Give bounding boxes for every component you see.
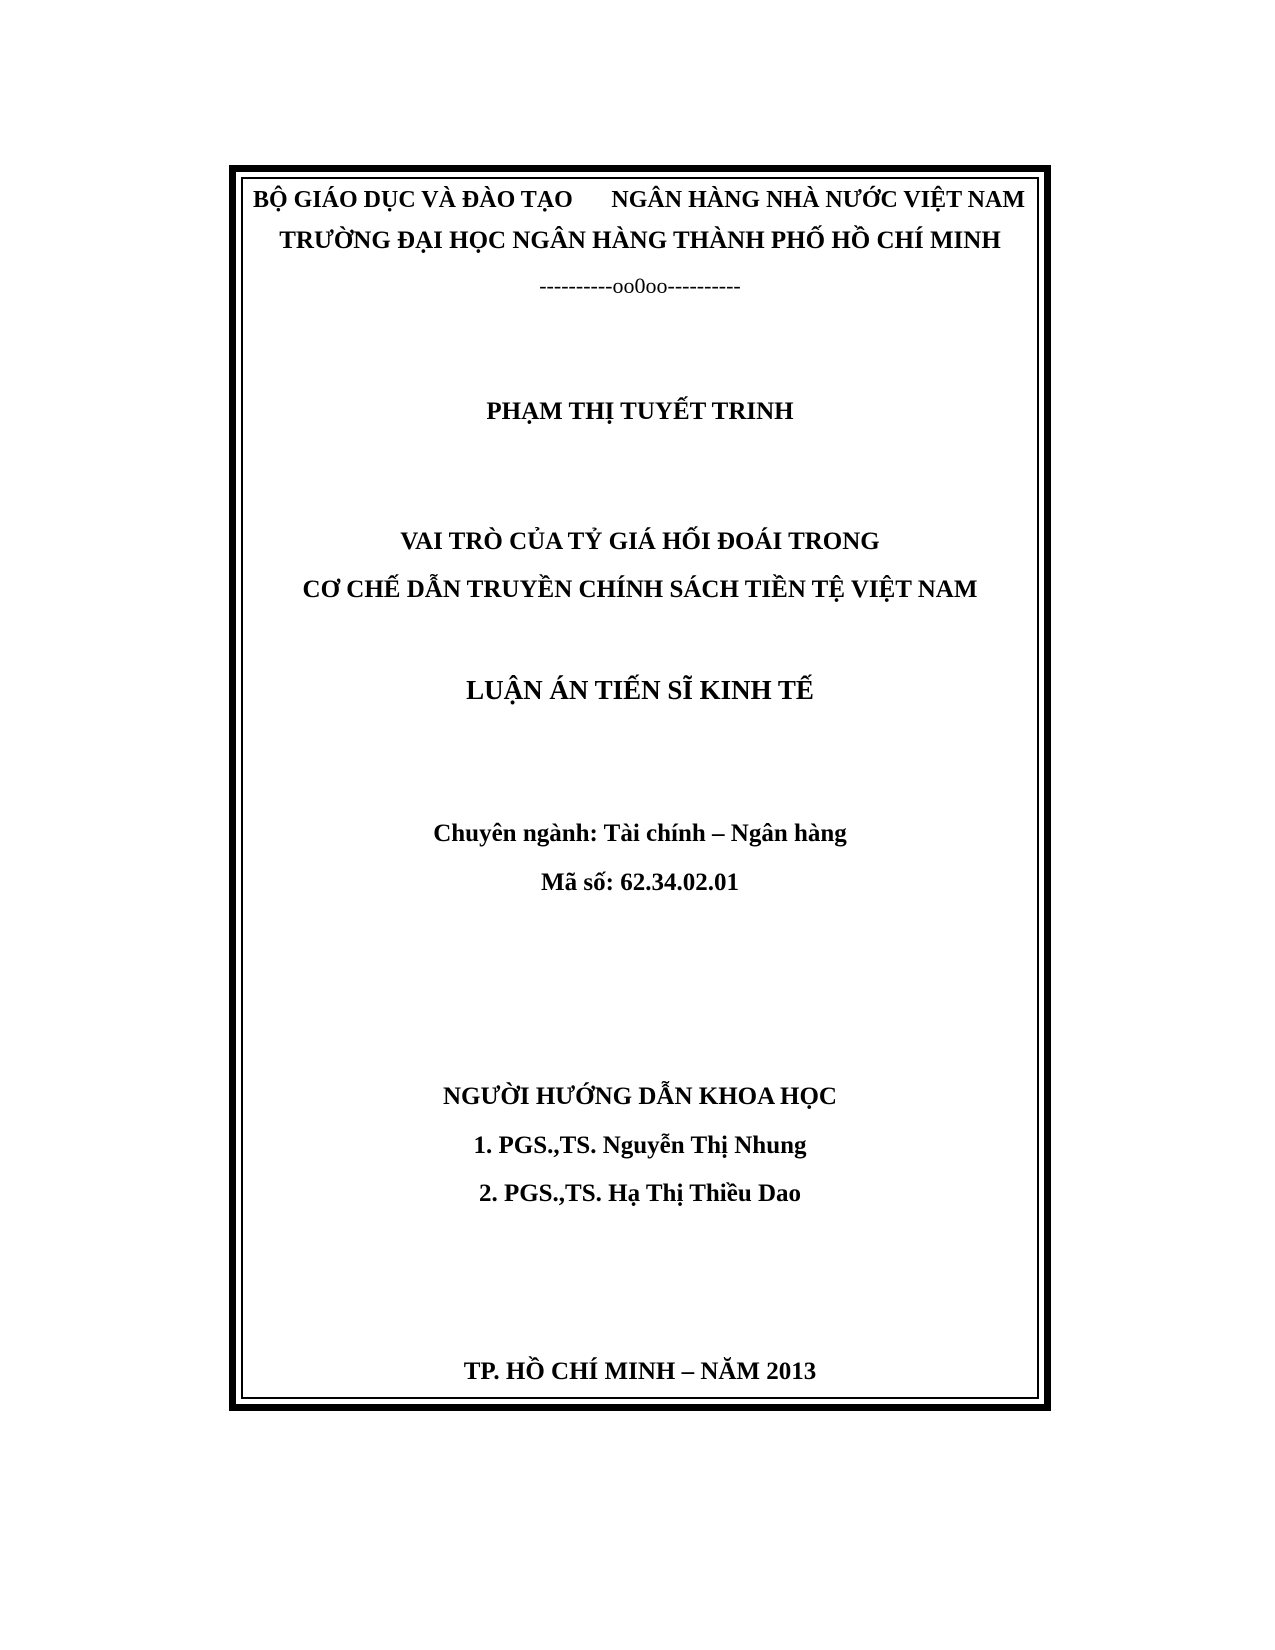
author-name: PHẠM THỊ TUYẾT TRINH [486,398,794,425]
advisor-2: 2. PGS.,TS. Hạ Thị Thiều Dao [478,1180,802,1207]
thesis-title-line-1: VAI TRÒ CỦA TỶ GIÁ HỐI ĐOÁI TRONG [400,528,880,555]
header-institutions [241,185,1039,215]
ministry-name: BỘ GIÁO DỤC VÀ ĐÀO TẠO [253,187,573,213]
header-separator: ----------oo0oo---------- [539,273,741,298]
specialization: Chuyên ngành: Tài chính – Ngân hàng [433,820,847,847]
advisor-1: 1. PGS.,TS. Nguyễn Thị Nhung [473,1132,807,1159]
thesis-title-line-2: CƠ CHẾ DẪN TRUYỀN CHÍNH SÁCH TIỀN TỆ VIỆT NAM [302,576,978,603]
degree-title: LUẬN ÁN TIẾN SĨ KINH TẾ [466,675,814,705]
advisors-heading: NGƯỜI HƯỚNG DẪN KHOA HỌC [443,1083,837,1110]
specialization-code: Mã số: 62.34.02.01 [541,869,739,896]
place-and-year: TP. HỒ CHÍ MINH – NĂM 2013 [463,1358,817,1385]
bank-name: NGÂN HÀNG NHÀ NƯỚC VIỆT NAM [611,187,1025,213]
inner-border [241,177,1039,1399]
university-name: TRƯỜNG ĐẠI HỌC NGÂN HÀNG THÀNH PHỐ HỒ CHÍ MINH [279,227,1001,254]
